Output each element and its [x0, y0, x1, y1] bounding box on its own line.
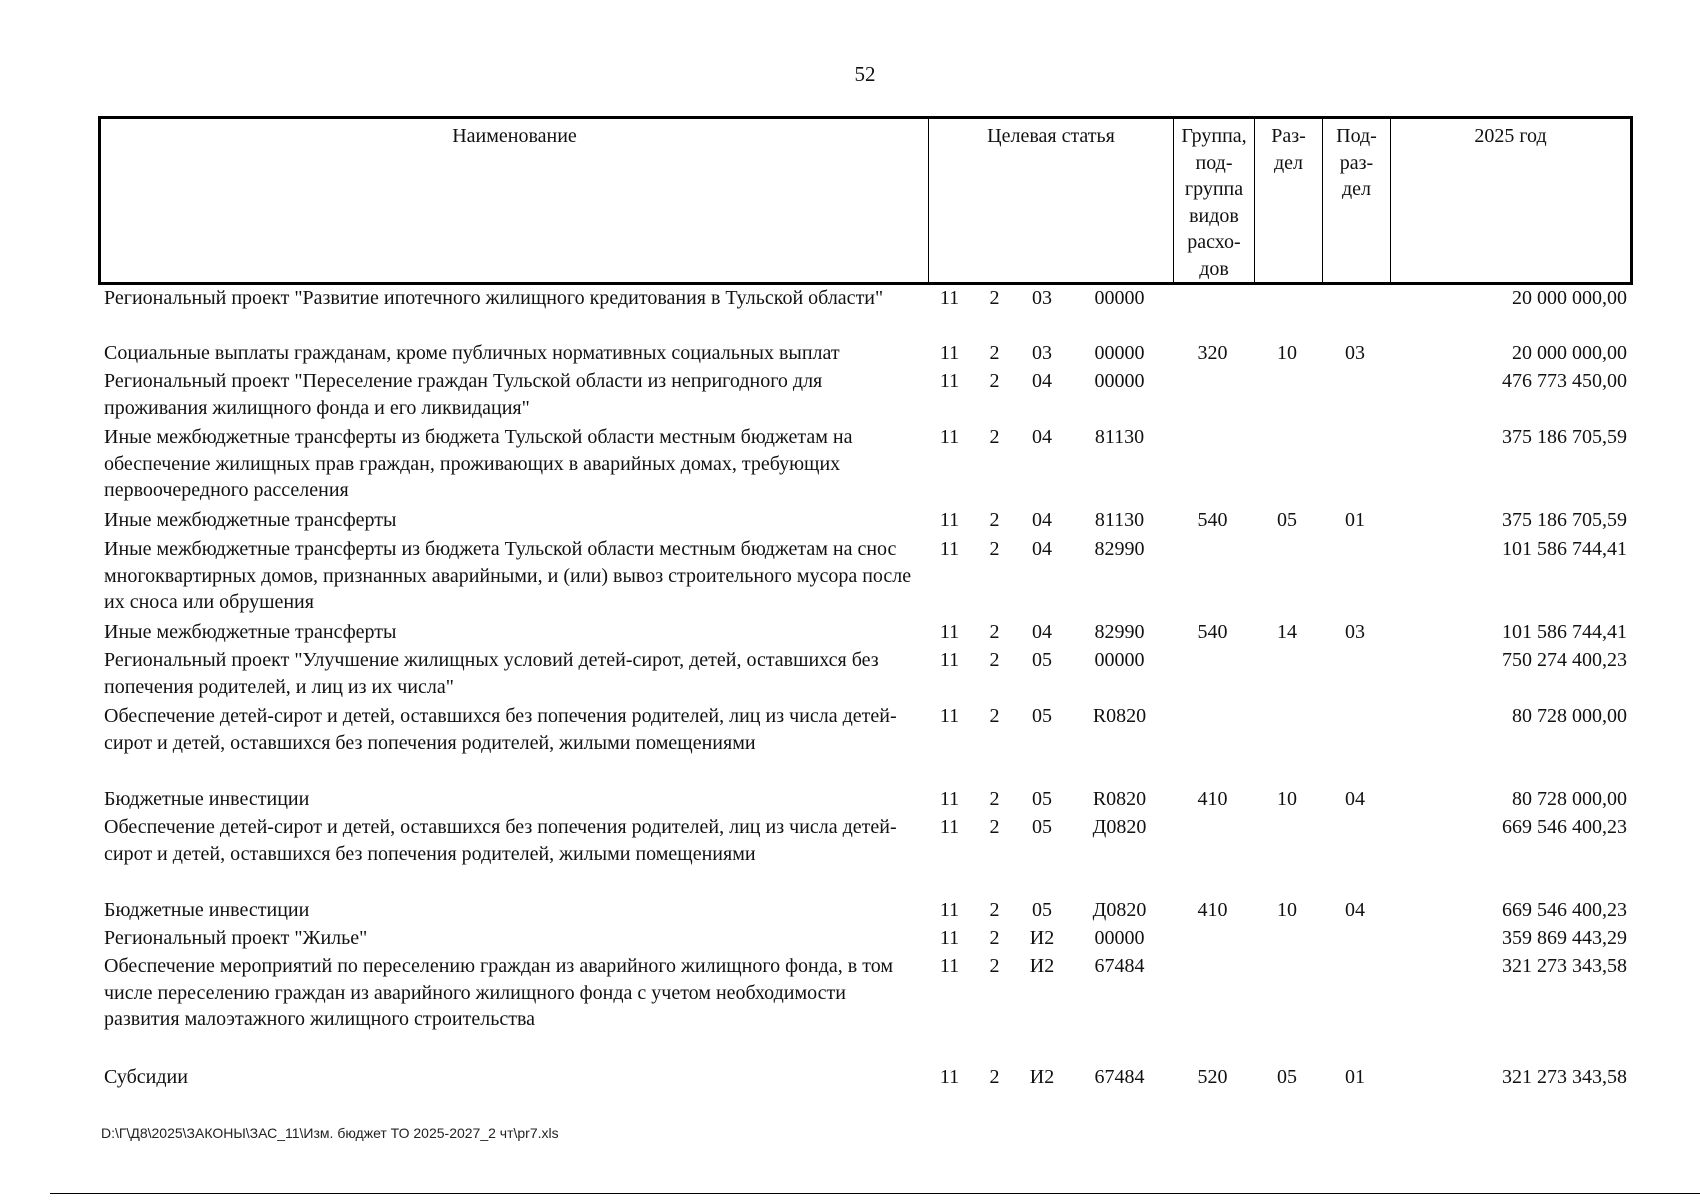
target-subprogram: 2: [989, 649, 1000, 671]
amount-2025: 101 586 744,41: [1502, 538, 1627, 560]
target-program: 11: [939, 370, 960, 392]
table-row: [98, 285, 1630, 340]
target-subprogram: 2: [989, 621, 1000, 643]
target-subprogram: 2: [989, 1066, 1000, 1088]
target-subprogram: 2: [989, 509, 1000, 531]
row-name: Обеспечение детей-сирот и детей, оставшихся без попечения родителей, лиц из числа детей-сирот и детей, оставшихся без попечения родителей, жилыми помещениями: [104, 816, 897, 865]
section: [1253, 953, 1321, 1064]
section: 10: [1277, 788, 1297, 810]
expense-group: [1172, 424, 1253, 507]
row-name: Бюджетные инвестиции: [104, 899, 310, 921]
section: 05: [1277, 509, 1297, 531]
amount-2025: 375 186 705,59: [1502, 509, 1627, 531]
target-program: 11: [939, 509, 960, 531]
target-program: 11: [939, 788, 960, 810]
subsection: [1321, 925, 1389, 953]
table-row: [98, 925, 1630, 953]
row-name: Иные межбюджетные трансферты: [104, 621, 397, 643]
target-subprogram: 2: [989, 899, 1000, 921]
expense-group: 520: [1197, 1066, 1228, 1088]
target-direction: 00000: [1094, 342, 1145, 364]
target-direction: 67484: [1094, 1066, 1145, 1088]
target-direction: 82990: [1094, 621, 1145, 643]
table-row: [98, 814, 1630, 897]
target-program: 11: [939, 287, 960, 309]
target-program: 11: [939, 705, 960, 727]
budget-table: [98, 285, 1630, 1092]
amount-2025: 321 273 343,58: [1502, 1066, 1627, 1088]
amount-2025: 101 586 744,41: [1502, 621, 1627, 643]
target-direction: 82990: [1094, 538, 1145, 560]
row-name: Иные межбюджетные трансферты из бюджета Тульской области местным бюджетам на обеспечение жилищных прав граждан, проживающих в аварийных домах, требующих первоочередного расселения: [104, 426, 853, 501]
section: 14: [1277, 621, 1297, 643]
subsection: 01: [1345, 1066, 1365, 1088]
target-direction: R0820: [1092, 788, 1147, 810]
target-subprogram: 2: [989, 538, 1000, 560]
section: [1253, 424, 1321, 507]
table-header: [98, 116, 1633, 285]
row-name: Обеспечение мероприятий по переселению граждан из аварийного жилищного фонда, в том числе переселению граждан из аварийного жилищного фонда с учетом необходимости развития малоэтажного жилищного строительства: [104, 955, 893, 1030]
section: [1253, 647, 1321, 703]
target-subprogram: 2: [989, 927, 1000, 949]
target-event: 04: [1032, 538, 1052, 560]
section: 05: [1277, 1066, 1297, 1088]
expense-group: [1172, 925, 1253, 953]
subsection: [1321, 814, 1389, 897]
amount-2025: 476 773 450,00: [1502, 370, 1627, 392]
expense-group: 540: [1197, 509, 1228, 531]
amount-2025: 20 000 000,00: [1512, 342, 1627, 364]
target-direction: 81130: [1094, 509, 1145, 531]
amount-2025: 80 728 000,00: [1512, 788, 1627, 810]
target-subprogram: 2: [989, 788, 1000, 810]
amount-2025: 20 000 000,00: [1512, 287, 1627, 309]
header-subsection: Под- раз- дел: [1323, 118, 1391, 284]
section: [1253, 536, 1321, 619]
target-event: 04: [1032, 621, 1052, 643]
file-path: D:\Г\Д8\2025\ЗАКОНЫ\ЗАС_11\Изм. бюджет ТО 2025-2027_2 чт\pr7.xls: [101, 1125, 559, 1141]
table-row: [98, 340, 1630, 368]
subsection: [1321, 703, 1389, 786]
subsection: 03: [1345, 342, 1365, 364]
target-event: 04: [1032, 426, 1052, 448]
target-event: 05: [1032, 788, 1052, 810]
header-expense-group: Группа, под- группа видов расхо- дов: [1174, 118, 1255, 284]
target-event: И2: [1029, 927, 1055, 949]
amount-2025: 669 546 400,23: [1502, 816, 1627, 838]
target-program: 11: [939, 1066, 960, 1088]
row-name: Бюджетные инвестиции: [104, 788, 310, 810]
amount-2025: 375 186 705,59: [1502, 426, 1627, 448]
expense-group: [1172, 953, 1253, 1064]
amount-2025: 359 869 443,29: [1502, 927, 1627, 949]
section: 10: [1277, 342, 1297, 364]
bottom-rule: [50, 1193, 1700, 1194]
target-program: 11: [939, 649, 960, 671]
header-section: Раз- дел: [1255, 118, 1323, 284]
target-direction: 00000: [1094, 370, 1145, 392]
section: [1253, 703, 1321, 786]
target-subprogram: 2: [989, 705, 1000, 727]
subsection: [1321, 647, 1389, 703]
table-row: [98, 647, 1630, 703]
target-event: 05: [1032, 899, 1052, 921]
target-direction: 00000: [1094, 287, 1145, 309]
subsection: [1321, 536, 1389, 619]
target-direction: Д0820: [1092, 816, 1147, 838]
subsection: [1321, 953, 1389, 1064]
target-program: 11: [939, 426, 960, 448]
target-program: 11: [939, 816, 960, 838]
table-row: [98, 897, 1630, 925]
table-row: [98, 786, 1630, 814]
expense-group: [1172, 814, 1253, 897]
target-event: 03: [1032, 342, 1052, 364]
target-program: 11: [939, 621, 960, 643]
row-name: Региональный проект "Переселение граждан Тульской области из непригодного для проживания жилищного фонда и его ликвидация": [104, 370, 823, 419]
header-target-article: Целевая статья: [929, 118, 1174, 284]
amount-2025: 669 546 400,23: [1502, 899, 1627, 921]
expense-group: [1172, 536, 1253, 619]
table-row: [98, 1064, 1630, 1092]
target-event: 04: [1032, 509, 1052, 531]
target-event: 03: [1032, 287, 1052, 309]
row-name: Обеспечение детей-сирот и детей, оставшихся без попечения родителей, лиц из числа детей-сирот и детей, оставшихся без попечения родителей, жилыми помещениями: [104, 705, 897, 754]
section: 10: [1277, 899, 1297, 921]
row-name: Региональный проект "Развитие ипотечного жилищного кредитования в Тульской области": [104, 287, 884, 309]
target-direction: 00000: [1094, 927, 1145, 949]
section: [1253, 925, 1321, 953]
target-event: 05: [1032, 816, 1052, 838]
expense-group: [1172, 368, 1253, 424]
row-name: Региональный проект "Улучшение жилищных условий детей-сирот, детей, оставшихся без попечения родителей, и лиц из их числа": [104, 649, 879, 698]
target-event: 04: [1032, 370, 1052, 392]
target-program: 11: [939, 538, 960, 560]
target-program: 11: [939, 342, 960, 364]
table-row: [98, 507, 1630, 536]
target-direction: Д0820: [1092, 899, 1147, 921]
expense-group: [1172, 703, 1253, 786]
expense-group: [1172, 647, 1253, 703]
table-row: [98, 953, 1630, 1064]
section: [1253, 285, 1321, 340]
row-name: Иные межбюджетные трансферты из бюджета Тульской области местным бюджетам на снос многоквартирных домов, признанных аварийными, и (или) вывоз строительного мусора после их сноса или обрушения: [104, 538, 912, 613]
section: [1253, 814, 1321, 897]
amount-2025: 80 728 000,00: [1512, 705, 1627, 727]
target-program: 11: [939, 927, 960, 949]
table-row: [98, 368, 1630, 424]
table-row: [98, 619, 1630, 647]
target-event: И2: [1029, 955, 1055, 977]
table-row: [98, 424, 1630, 507]
expense-group: 410: [1197, 788, 1228, 810]
target-subprogram: 2: [989, 287, 1000, 309]
expense-group: 320: [1197, 342, 1228, 364]
target-program: 11: [939, 955, 960, 977]
row-name: Социальные выплаты гражданам, кроме публичных нормативных социальных выплат: [104, 342, 840, 364]
header-name: Наименование: [100, 118, 929, 284]
table-row: [98, 536, 1630, 619]
expense-group: 410: [1197, 899, 1228, 921]
row-name: Региональный проект "Жилье": [104, 927, 368, 949]
target-subprogram: 2: [989, 816, 1000, 838]
amount-2025: 750 274 400,23: [1502, 649, 1627, 671]
expense-group: 540: [1197, 621, 1228, 643]
subsection: 04: [1345, 899, 1365, 921]
subsection: [1321, 424, 1389, 507]
subsection: 01: [1345, 509, 1365, 531]
subsection: [1321, 368, 1389, 424]
table-row: [98, 703, 1630, 786]
row-name: Иные межбюджетные трансферты: [104, 509, 397, 531]
expense-group: [1172, 285, 1253, 340]
amount-2025: 321 273 343,58: [1502, 955, 1627, 977]
target-event: И2: [1029, 1066, 1055, 1088]
header-year-2025: 2025 год: [1391, 118, 1632, 284]
target-subprogram: 2: [989, 955, 1000, 977]
target-direction: 00000: [1094, 649, 1145, 671]
target-direction: R0820: [1092, 705, 1147, 727]
target-event: 05: [1032, 705, 1052, 727]
subsection: 03: [1345, 621, 1365, 643]
row-name: Субсидии: [104, 1066, 188, 1088]
subsection: [1321, 285, 1389, 340]
target-subprogram: 2: [989, 370, 1000, 392]
target-event: 05: [1032, 649, 1052, 671]
subsection: 04: [1345, 788, 1365, 810]
target-program: 11: [939, 899, 960, 921]
target-direction: 67484: [1094, 955, 1145, 977]
target-subprogram: 2: [989, 342, 1000, 364]
page-number: 52: [854, 62, 876, 86]
target-direction: 81130: [1094, 426, 1145, 448]
target-subprogram: 2: [989, 426, 1000, 448]
section: [1253, 368, 1321, 424]
header-row: [100, 118, 1632, 284]
